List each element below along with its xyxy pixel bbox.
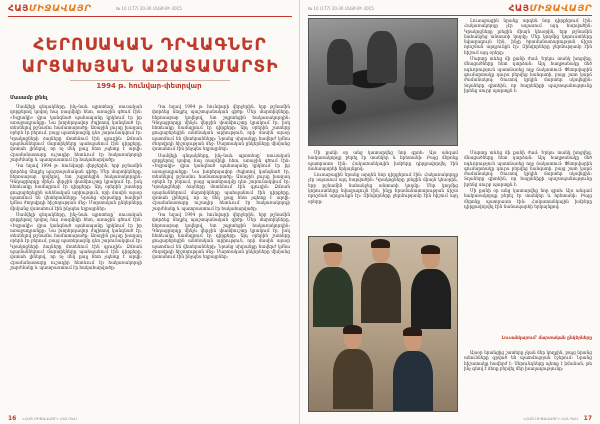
page-number: 17 <box>583 415 592 422</box>
column-text-continued: Սամվելի գնդակները, ինչ-նաև պրոտեսը՝ ռուսական զորքերով կռվող հայ ռազմիկի հետ, առաջին գծում էին։ «Եզրակի» վրա կանգնած պահապանը կրկնում էր իր առաջադրանքը։ Նա խորհրդավոր ժպիտով կանգնած էր, տեսնելով թշնամու համատարածը։ Առաջին լույսը խաղաղ օրերն էր բերում, բայց պատերազմը դեռ շարունակվում էր։ Կրակոցների ձայները մոտենում էին գյուղին։ Ձմռան պայմաններում մարտիկները պահպանում էին դիրքերը, վստահ լինելով, որ ոչ մեկ քայլ հետ չպետք է արվի։ Հրամանատարը ուշադիր հետևում էր հակառակորդի շարժմանը և պատրաստում էր հակահարվածը։ <box>152 152 290 211</box>
column-text: Սամվելի գնդակները, ինչ-նաև պրոտեսը՝ ռուսական զորքերով կռվող հայ ռազմիկի հետ, առաջին գծում էին։ «Եզրակի» վրա կանգնած պահապանը կրկնում էր իր առաջադրանքը։ Նա խորհրդավոր ժպիտով կանգնած էր, տեսնելով թշնամու համատարածը։ Առաջին լույսը խաղաղ օրերն էր բերում, բայց պատերազմը դեռ շարունակվում էր։ Կրակոցների ձայները մոտենում էին գյուղին։ Ձմռան պայմաններում մարտիկները պահպանում էին դիրքերը, վստահ լինելով, որ ոչ մեկ քայլ հետ չպետք է արվի։ Հրամանատարը ուշադիր հետևում էր հակառակորդի շարժմանը և պատրաստում էր հակահարվածը։ <box>10 104 142 162</box>
column-text-continued-2: Սամվելի գնդակները, ինչ-նաև պրոտեսը՝ ռուսական զորքերով կռվող հայ ռազմիկի հետ, առաջին գծում էին։ «Եզրակի» վրա կանգնած պահապանը կրկնում էր իր առաջադրանքը։ Նա խորհրդավոր ժպիտով կանգնած էր, տեսնելով թշնամու համատարածը։ Առաջին լույսը խաղաղ օրերն էր բերում, բայց պատերազմը դեռ շարունակվում էր։ Կրակոցների ձայները մոտենում էին գյուղին։ Ձմռան պայմաններում մարտիկները պահպանում էին դիրքերը, վստահ լինելով, որ ոչ մեկ քայլ հետ չպետք է արվի։ Հրամանատարը ուշադիր հետևում էր հակառակորդի շարժմանը և պատրաստում էր հակահարվածը։ <box>10 211 142 270</box>
page-footer: «ՀԱՅ ՄԻՋԱՎԱՅՐ» ՀԱՆԴԵՍ <box>22 416 77 421</box>
page-footer: «ՀԱՅ ՄԻՋԱՎԱՅՐ» ՀԱՆԴԵՍ <box>523 416 578 421</box>
masthead-part-b: ՄԻՋԱՎԱՅՐ <box>529 4 592 14</box>
header-rule <box>8 16 292 17</box>
masthead <box>8 4 91 14</box>
headline-line-1: ՀԵՐՈՍԱԿԱՆ ԴՐՎԱԳՆԵՐ <box>33 35 267 55</box>
right-page <box>300 0 600 424</box>
article-column-right <box>464 150 592 332</box>
article-column-bottom-right <box>464 350 592 408</box>
masthead-part-b: ՄԻՋԱՎԱՅՐ <box>28 4 92 14</box>
article-column-2 <box>152 104 290 406</box>
page-title <box>10 34 290 78</box>
column-text-continued: Մարտը տևեց մի քանի ժամ։ Երկու տանկ խոցվեց, մնացածները հետ դարձան։ Այդ հաղթանակը մեծ ոգևորություն պատճառեց ողջ ճակատում։ Փետրվարին գումարտակը դուրս բերվեց հանգստի, բայց շատ կարճ ժամանակով։ Շուտով կրկին մարտեր սկսվեցին։ Տղաները գիտեին, որ հայրենիքի պաշտպանությունը իրենց սուրբ պարտքն է։ <box>464 56 592 93</box>
article-column-top-right <box>464 18 592 148</box>
issue-line: № 10 (177) 20-30 ՄԱՅԻՍԻ 2015 <box>116 6 182 11</box>
byline: Մասամբ լինել <box>10 95 48 101</box>
headline-line-2: ԱՐՑԱԽՅԱՆ ԱԶԱՏԱՄԱՐՏԻ <box>21 57 279 77</box>
subtitle: 1994 թ. հունվար-փետրվար <box>96 82 202 90</box>
photo-group-portrait <box>308 236 458 412</box>
column-text-continued-2: Դա եղավ 1994 թ. հունվարի վերջերին, երբ թշնամին փորձեց ճեղքել պաշտպանական գիծը։ Մեր մարտիկները, հերոսաբար կռվելով, ետ շպրտեցին հակառակորդին։ Գնդացրորդը մինչև վերջին փամփուշտը կրակում էր, իսկ հետևակը համալրում էր դիրքերը։ Այդ օրերին շատերը ցուցաբերեցին անձնական արիություն, որի մասին այսօր պատմում են վետերանները։ Նրանց սխրանքը հավերժ կմնա ժողովրդի հիշողության մեջ։ Մարտական ընկերները միմյանց վստահում էին ինչպես եղբայրներ։ <box>152 211 290 260</box>
column-text-continued: Մի քանի օր անց կատարվեց նոր գրոհ։ Այս անգամ հակառակորդը բերել էր տանկեր և հրետանի։ Բայց մերոնք պատրաստ էին։ Հակատանկային խմբերը դիրքավորվել էին ճանապարհի երկայնքով։ <box>464 188 592 209</box>
photo-figure <box>405 43 433 87</box>
article-column-1 <box>10 104 142 406</box>
header-rule <box>308 15 592 16</box>
column-text: Լուսաբացին նրանք արդեն նոր դիրքերում էին։ Հակառակորդը չէր սպասում այդ հարվածին։ Կրակոցները լռեցին միայն կեսօրին, երբ թշնամին նահանջեց անտառի կողմը։ Մեր կողմից կորուստները նվազագույն էին, ինչը հրամանատարության ճիշտ որոշման արդյունքն էր։ Զինվորները ջերմությամբ էին հիշում այդ օրերը։ <box>464 18 592 55</box>
photo-figure <box>327 39 353 85</box>
masthead-part-a: ՀԱՅ <box>508 4 530 14</box>
masthead <box>509 4 592 14</box>
title-rule <box>70 80 230 81</box>
masthead-part-a: ՀԱՅ <box>8 4 29 14</box>
article-column-mid-left <box>308 150 458 232</box>
column-text: Մի քանի օր անց կատարվեց նոր գրոհ։ Այս անգամ հակառակորդը բերել էր տանկեր և հրետանի։ Բայց մերոնք պատրաստ էին։ Հակատանկային խմբերը դիրքավորվել էին ճանապարհի երկայնքով։ <box>308 150 458 171</box>
column-text: Այսօր նրանցից շատերը չկան մեր կողքին, բայց նրանց անունները գրված են պատմության էջերում։ Նրանց հիշատակը հավերժ է։ Սերունդները պետք է իմանան, թե ինչ գնով է ձեռք բերվել մեր խաղաղությունը։ <box>464 350 592 371</box>
column-text: Դա եղավ 1994 թ. հունվարի վերջերին, երբ թշնամին փորձեց ճեղքել պաշտպանական գիծը։ Մեր մարտիկները, հերոսաբար կռվելով, ետ շպրտեցին հակառակորդին։ Գնդացրորդը մինչև վերջին փամփուշտը կրակում էր, իսկ հետևակը համալրում էր դիրքերը։ Այդ օրերին շատերը ցուցաբերեցին անձնական արիություն, որի մասին այսօր պատմում են վետերանները։ Նրանց սխրանքը հավերժ կմնա ժողովրդի հիշողության մեջ։ Մարտական ընկերները միմյանց վստահում էին ինչպես եղբայրներ։ <box>152 104 290 152</box>
photo-figure <box>367 31 397 83</box>
page-number: 16 <box>8 415 17 422</box>
photo-soldiers-motorcycle <box>308 18 458 146</box>
photo-caption: Լուսանկարում՝ մարտական ընկերները <box>501 336 592 341</box>
column-text-continued: Լուսաբացին նրանք արդեն նոր դիրքերում էին։ Հակառակորդը չէր սպասում այդ հարվածին։ Կրակոցները լռեցին միայն կեսօրին, երբ թշնամին նահանջեց անտառի կողմը։ Մեր կողմից կորուստները նվազագույն էին, ինչը հրամանատարության ճիշտ որոշման արդյունքն էր։ Զինվորները ջերմությամբ էին հիշում այդ օրերը։ <box>308 172 458 204</box>
issue-line: № 10 (177) 20-30 ՄԱՅԻՍԻ 2015 <box>308 6 374 11</box>
column-text-continued: Դա եղավ 1994 թ. հունվարի վերջերին, երբ թշնամին փորձեց ճեղքել պաշտպանական գիծը։ Մեր մարտիկները, հերոսաբար կռվելով, ետ շպրտեցին հակառակորդին։ Գնդացրորդը մինչև վերջին փամփուշտը կրակում էր, իսկ հետևակը համալրում էր դիրքերը։ Այդ օրերին շատերը ցուցաբերեցին անձնական արիություն, որի մասին այսօր պատմում են վետերանները։ Նրանց սխրանքը հավերժ կմնա ժողովրդի հիշողության մեջ։ Մարտական ընկերները միմյանց վստահում էին ինչպես եղբայրներ։ <box>10 163 142 211</box>
column-text: Մարտը տևեց մի քանի ժամ։ Երկու տանկ խոցվեց, մնացածները հետ դարձան։ Այդ հաղթանակը մեծ ոգևորություն պատճառեց ողջ ճակատում։ Փետրվարին գումարտակը դուրս բերվեց հանգստի, բայց շատ կարճ ժամանակով։ Շուտով կրկին մարտեր սկսվեցին։ Տղաները գիտեին, որ հայրենիքի պաշտպանությունը իրենց սուրբ պարտքն է։ <box>464 150 592 187</box>
